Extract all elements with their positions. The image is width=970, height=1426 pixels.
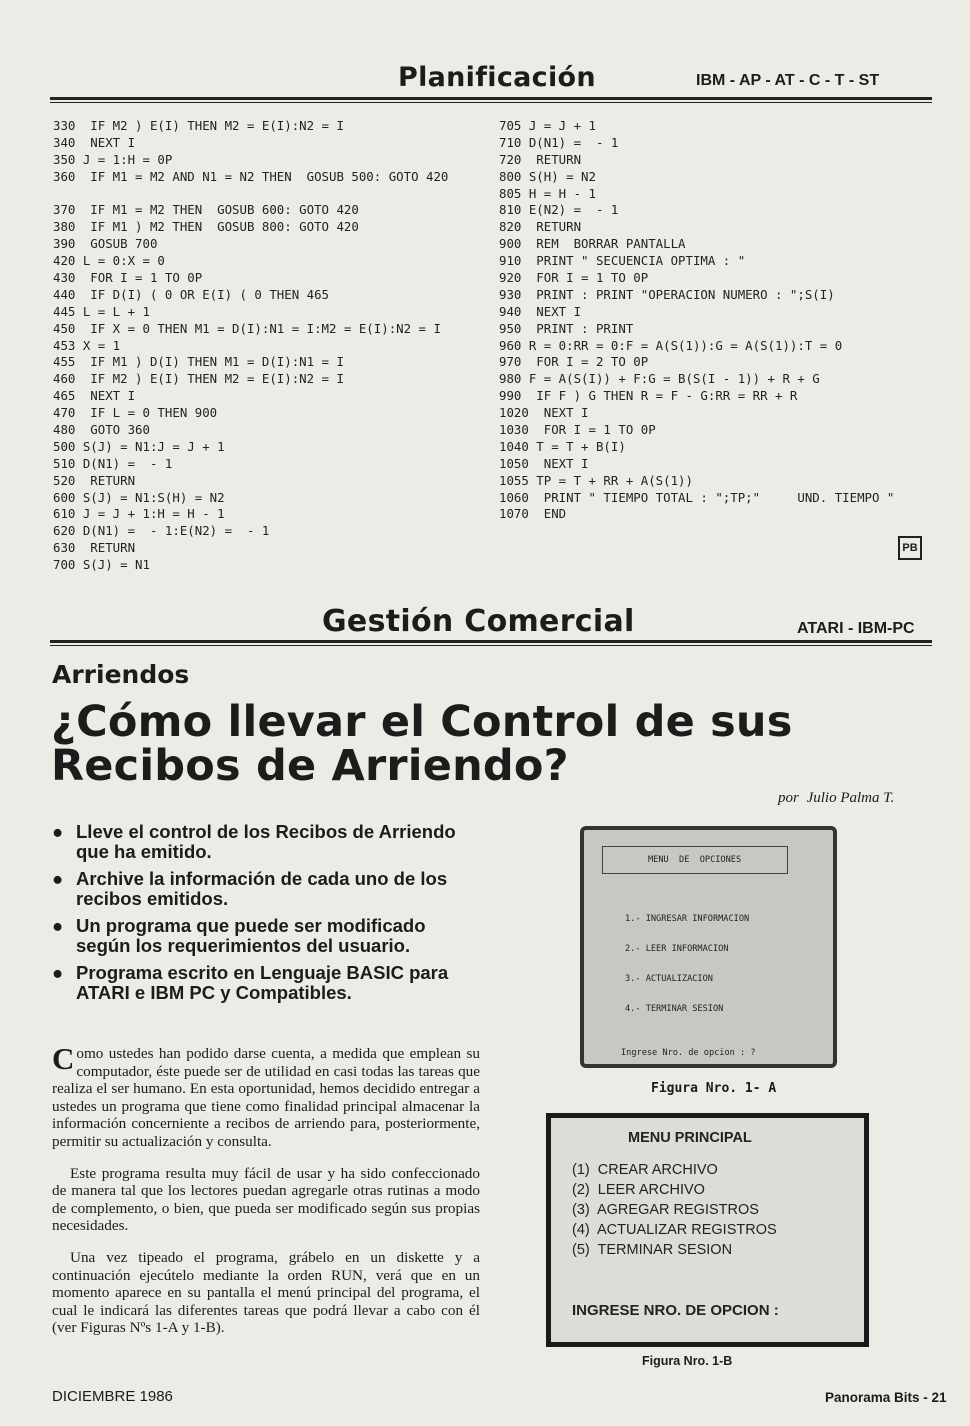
code-right-line: 705 J = J + 1 [499, 118, 596, 133]
rule-top-1 [50, 97, 932, 100]
byline-author: Julio Palma T. [806, 790, 895, 806]
code-left-line: 600 S(J) = N1:S(H) = N2 [53, 489, 225, 505]
feature-bullet [52, 869, 480, 909]
code-left-line: 460 IF M2 ) E(I) THEN M2 = E(I):N2 = I [53, 371, 344, 387]
code-right-line: 1030 FOR I = 1 TO 0P [499, 422, 656, 438]
figure-1b-menu-title: MENU PRINCIPAL [628, 1130, 752, 1146]
feature-bullet-text: Archive la información de cada uno de los recibos emitidos. [76, 868, 448, 909]
figure-1b-option-4: (4) ACTUALIZAR REGISTROS [572, 1222, 777, 1238]
article-headline [51, 697, 931, 791]
feature-bullet [52, 963, 480, 1003]
code-right-line: 1060 PRINT " TIEMPO TOTAL : ";TP;" UND. TIEMPO " [499, 489, 895, 505]
code-right-line: 1050 NEXT I [499, 455, 589, 471]
figure-1b-screen [546, 1113, 869, 1347]
code-left-line: 480 GOTO 360 [53, 422, 150, 438]
code-right-line: 800 S(H) = N2 [499, 168, 596, 184]
feature-bullet-text: Un programa que puede ser modificado según los requerimientos del usuario. [76, 915, 426, 956]
feature-bullet [52, 822, 480, 862]
code-left-line: 380 IF M1 ) M2 THEN GOSUB 800: GOTO 420 [53, 219, 359, 235]
section-title-planificacion: Planificación [398, 62, 596, 93]
drop-cap: C [52, 1041, 75, 1076]
footer-page: Panorama Bits - 21 [825, 1390, 947, 1405]
code-left-line: 330 IF M2 ) E(I) THEN M2 = E(I):N2 = I [53, 118, 344, 133]
code-left-line: 630 RETURN [53, 540, 136, 556]
code-left-line: 445 L = L + 1 [53, 303, 150, 319]
code-right-line: 720 RETURN [499, 151, 582, 167]
code-right-line: 960 R = 0:RR = 0:F = A(S(1)):G = A(S(1)):T = 0 [499, 337, 843, 353]
byline [778, 790, 894, 807]
pb-logo-text: PB [902, 542, 918, 554]
feature-bullet-text: Lleve el control de los Recibos de Arriendo que ha emitido. [76, 821, 456, 862]
code-right-line: 990 IF F ) G THEN R = F - G:RR = RR + R [499, 388, 798, 404]
code-left-line: 610 J = J + 1:H = H - 1 [53, 506, 225, 522]
basic-listing-right [499, 118, 894, 523]
article-kicker: Arriendos [52, 660, 190, 689]
code-right-line: 1020 NEXT I [499, 405, 589, 421]
code-right-line: 1040 T = T + B(I) [499, 438, 626, 454]
paragraph-2: Este programa resulta muy fácil de usar y ha sido confeccionado de manera tal que los lectores puedan agregarle otras rutinas a modo de complemento, o bien, que pueda ser modificado según sus propias necesidades. [52, 1164, 480, 1235]
bullet-dot-icon: ● [52, 962, 64, 983]
section-tags-top: IBM - AP - AT - C - T - ST [696, 72, 880, 89]
code-left-line: 465 NEXT I [53, 388, 136, 404]
feature-bullet-text: Programa escrito en Lenguaje BASIC para ATARI e IBM PC y Compatibles. [76, 962, 449, 1003]
figure-1a-option-3: 3.- ACTUALIZACION [625, 974, 713, 984]
paragraph-1 [52, 1041, 480, 1151]
feature-bullet-list [52, 822, 480, 1010]
figure-1b-option-3: (3) AGREGAR REGISTROS [572, 1202, 759, 1218]
figure-1b-option-2: (2) LEER ARCHIVO [572, 1182, 705, 1198]
code-left-line: 455 IF M1 ) D(I) THEN M1 = D(I):N1 = I [53, 354, 344, 370]
code-right-line: 1070 END [499, 506, 567, 522]
figure-1b-option-1: (1) CREAR ARCHIVO [572, 1162, 718, 1178]
figure-1b-caption: Figura Nro. 1-B [642, 1354, 733, 1368]
code-right-line: 970 FOR I = 2 TO 0P [499, 354, 649, 370]
code-left-line: 350 J = 1:H = 0P [53, 151, 173, 167]
code-left-line: 510 D(N1) = - 1 [53, 455, 173, 471]
section-tags-gestion: ATARI - IBM-PC [797, 620, 915, 637]
section-title-gestion-comercial: Gestión Comercial [322, 604, 635, 639]
code-left-line: 470 IF L = 0 THEN 900 [53, 405, 218, 421]
footer-date: DICIEMBRE 1986 [52, 1388, 173, 1405]
code-right-line: 950 PRINT : PRINT [499, 320, 634, 336]
code-right-line: 940 NEXT I [499, 303, 582, 319]
article-body [52, 1041, 480, 1351]
code-left-line: 360 IF M1 = M2 AND N1 = N2 THEN GOSUB 500: GOTO 420 [53, 168, 449, 184]
bullet-dot-icon: ● [52, 868, 64, 889]
code-left-line: 700 S(J) = N1 [53, 557, 150, 573]
figure-1b-prompt: INGRESE NRO. DE OPCION : [572, 1302, 779, 1319]
paragraph-1-text: omo ustedes han podido darse cuenta, a medida que emplean su computador, éste puede ser de utilidad en casi todas las tareas que realiza el ser humano. En esta oportunidad, hemos decidido entregar a ustedes un programa que tiene como finalidad principal almacenar la información concerniente a recibos de arriendo para, posteriormente, permitir su actualización y consulta. [52, 1045, 480, 1150]
code-left-line: 390 GOSUB 700 [53, 236, 158, 252]
code-left-line [53, 186, 448, 203]
code-right-line: 930 PRINT : PRINT "OPERACION NUMERO : ";S(I) [499, 286, 835, 302]
rule-mid-2 [50, 645, 932, 646]
figure-1a-menu-title: MENU DE OPCIONES [648, 855, 742, 865]
rule-top-2 [50, 102, 932, 103]
code-left-line: 420 L = 0:X = 0 [53, 253, 165, 269]
code-left-line: 430 FOR I = 1 TO 0P [53, 270, 203, 286]
rule-mid-1 [50, 640, 932, 643]
bullet-dot-icon: ● [52, 915, 64, 936]
code-right-line: 900 REM BORRAR PANTALLA [499, 236, 686, 252]
figure-1a-option-1: 1.- INGRESAR INFORMACION [625, 914, 750, 924]
basic-listing-left [53, 118, 448, 574]
byline-prefix: por [778, 790, 799, 806]
figure-1a-prompt: Ingrese Nro. de opcion : ? [621, 1048, 756, 1058]
figure-1b-option-5: (5) TERMINAR SESION [572, 1242, 733, 1258]
code-right-line: 910 PRINT " SECUENCIA OPTIMA : " [499, 253, 746, 269]
bullet-dot-icon: ● [52, 821, 64, 842]
code-right-line: 1055 TP = T + RR + A(S(1)) [499, 472, 693, 488]
figure-1a-caption: Figura Nro. 1- A [651, 1081, 777, 1096]
figure-1a-option-4: 4.- TERMINAR SESION [625, 1004, 724, 1014]
code-left-line: 520 RETURN [53, 472, 136, 488]
code-left-line: 450 IF X = 0 THEN M1 = D(I):N1 = I:M2 = E(I):N2 = I [53, 320, 441, 336]
code-left-line: 370 IF M1 = M2 THEN GOSUB 600: GOTO 420 [53, 202, 359, 218]
pb-logo [898, 536, 922, 560]
headline-line-1: ¿Cómo llevar el Control de sus [51, 697, 793, 747]
code-left-line: 440 IF D(I) ( 0 OR E(I) ( 0 THEN 465 [53, 286, 330, 302]
code-left-line: 620 D(N1) = - 1:E(N2) = - 1 [53, 523, 270, 539]
code-right-line: 920 FOR I = 1 TO 0P [499, 270, 649, 286]
code-right-line: 980 F = A(S(I)) + F:G = B(S(I - 1)) + R + G [499, 371, 820, 387]
code-left-line: 453 X = 1 [53, 337, 121, 353]
code-right-line: 805 H = H - 1 [499, 185, 596, 201]
figure-1a-option-2: 2.- LEER INFORMACION [625, 944, 729, 954]
code-left-line: 340 NEXT I [53, 134, 136, 150]
code-left-line: 500 S(J) = N1:J = J + 1 [53, 438, 225, 454]
code-right-line: 820 RETURN [499, 219, 582, 235]
feature-bullet [52, 916, 480, 956]
paragraph-3: Una vez tipeado el programa, grábelo en un diskette y a continuación ejecútelo mediante la orden RUN, verá que en un momento aparece en su pantalla el menú principal del programa, el cual le indicará las diferentes tareas que podrá llevar a cabo con él (ver Figuras Nºs 1-A y 1-B). [52, 1248, 480, 1337]
code-right-line: 810 E(N2) = - 1 [499, 202, 619, 218]
code-right-line: 710 D(N1) = - 1 [499, 134, 619, 150]
headline-line-2: Recibos de Arriendo? [51, 741, 569, 791]
figure-1a-screen [580, 826, 837, 1068]
